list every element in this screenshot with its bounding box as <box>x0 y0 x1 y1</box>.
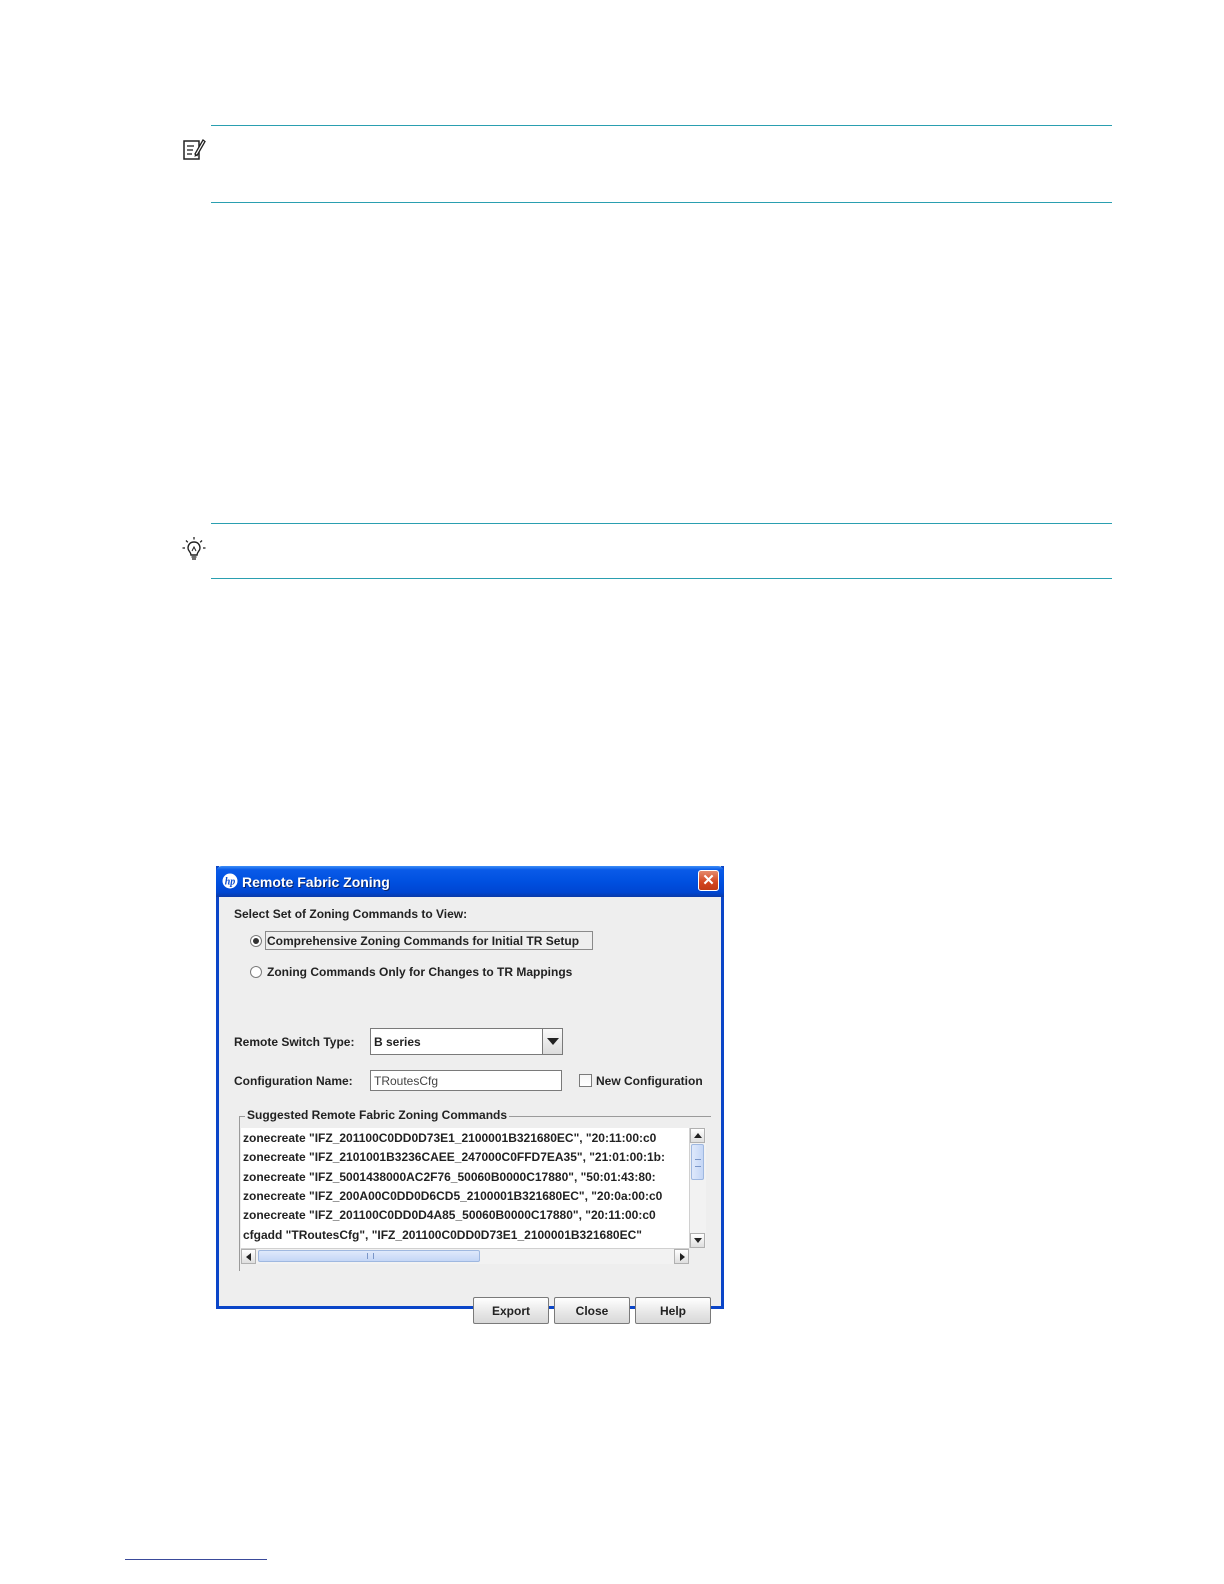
command-line: zonecreate "IFZ_201100C0DD0D4A85_50060B0000C17880", "20:11:00:c0 <box>243 1208 656 1222</box>
suggested-commands-title: Suggested Remote Fabric Zoning Commands <box>247 1108 508 1122</box>
note-icon <box>182 137 206 161</box>
scroll-right-icon[interactable] <box>674 1249 689 1264</box>
command-line: zonecreate "IFZ_201100C0DD0D73E1_2100001B321680EC", "20:11:00:c0 <box>243 1131 657 1145</box>
config-name-input[interactable] <box>370 1070 562 1091</box>
note-top-rule <box>211 125 1112 126</box>
radio-changes-only[interactable] <box>250 966 262 978</box>
hp-logo-icon <box>222 873 238 889</box>
config-name-label: Configuration Name: <box>234 1074 353 1088</box>
command-line: cfgadd "TRoutesCfg", "IFZ_201100C0DD0D73E1_2100001B321680EC" <box>243 1228 642 1242</box>
dialog-title: Remote Fabric Zoning <box>242 874 390 890</box>
export-button[interactable]: Export <box>473 1297 549 1324</box>
grip-icon <box>695 1159 701 1167</box>
radio-comprehensive[interactable] <box>250 935 262 947</box>
chevron-down-icon[interactable] <box>542 1029 562 1054</box>
close-button[interactable]: Close <box>554 1297 630 1324</box>
new-configuration-label[interactable]: New Configuration <box>596 1074 703 1088</box>
grip-icon <box>367 1253 374 1259</box>
commands-text-area[interactable] <box>241 1128 689 1248</box>
scroll-up-icon[interactable] <box>690 1128 705 1143</box>
vertical-scrollbar[interactable] <box>689 1128 706 1248</box>
new-configuration-checkbox[interactable] <box>579 1074 592 1087</box>
radio-comprehensive-label[interactable]: Comprehensive Zoning Commands for Initial TR Setup <box>267 934 580 948</box>
switch-type-select[interactable] <box>370 1028 563 1055</box>
scroll-left-icon[interactable] <box>241 1249 256 1264</box>
lightbulb-icon <box>182 536 206 562</box>
command-line: zonecreate "IFZ_2101001B3236CAEE_247000C0FFD7EA35", "21:01:00:1b: <box>243 1150 665 1164</box>
close-window-button[interactable]: ✕ <box>698 870 719 891</box>
radio-changes-only-label[interactable]: Zoning Commands Only for Changes to TR Mappings <box>267 965 573 979</box>
switch-type-label: Remote Switch Type: <box>234 1035 355 1049</box>
dialog-titlebar[interactable] <box>216 866 724 897</box>
tip-bottom-rule <box>211 578 1112 579</box>
switch-type-value: B series <box>374 1035 421 1049</box>
horizontal-scrollbar[interactable] <box>241 1248 689 1264</box>
command-line: zonecreate "IFZ_5001438000AC2F76_50060B0000C17880", "50:01:43:80: <box>243 1170 656 1184</box>
horizontal-scroll-thumb[interactable] <box>258 1250 480 1262</box>
tip-top-rule <box>211 523 1112 524</box>
remote-fabric-zoning-dialog <box>216 866 724 1318</box>
select-commands-label: Select Set of Zoning Commands to View: <box>234 907 468 921</box>
footnote-rule <box>125 1559 267 1560</box>
help-button[interactable]: Help <box>635 1297 711 1324</box>
scroll-down-icon[interactable] <box>690 1233 705 1248</box>
vertical-scroll-thumb[interactable] <box>691 1144 704 1180</box>
command-line: zonecreate "IFZ_200A00C0DD0D6CD5_2100001B321680EC", "20:0a:00:c0 <box>243 1189 663 1203</box>
svg-text:hp: hp <box>224 876 236 888</box>
dialog-content <box>219 897 721 1318</box>
note-bottom-rule <box>211 202 1112 203</box>
